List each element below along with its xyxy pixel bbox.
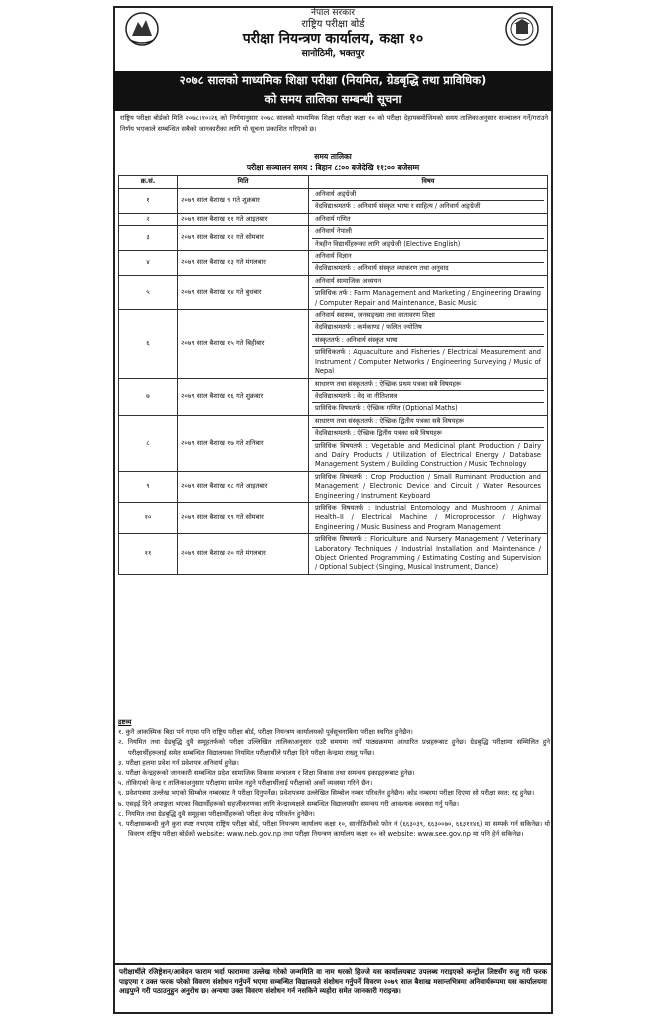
row-subjects (309, 310, 548, 378)
col-date: मिति (178, 176, 309, 189)
letterhead (113, 8, 553, 61)
row-subjects (309, 378, 548, 415)
subject-line: अनिवार्य अङ्ग्रेजी (312, 189, 544, 201)
row-date: २०७९ साल बैशाख १५ गते बिहीबार (178, 310, 309, 378)
row-subjects (309, 534, 548, 575)
row-date: २०७९ साल बैशाख ९ गते शुक्रबार (178, 189, 309, 214)
row-serial: ४ (119, 251, 178, 276)
subject-line: प्राविधिक विषयतर्फ : Vegetable and Medicinal plant Production / Dairy and Dairy Products / Utilization of Electrical Energy / Database Management System / Building Construction / Music Technology (315, 441, 541, 469)
board-name: राष्ट्रिय परीक्षा बोर्ड (301, 19, 365, 30)
subject-line: वेदविद्याश्रमतर्फ : अनिवार्य संस्कृत व्याकरण तथा अनुवाद (315, 264, 449, 273)
row-date: २०७९ साल बैशाख १४ गते बुधबार (178, 275, 309, 309)
note-item: ६. प्रवेशपत्रमा उल्लेख भएको सिम्बोल नम्बरबाट नै परीक्षा दिनुपर्नेछ। प्रवेशपत्रमा उल्लेखित सिम्बोल नम्बर परिवर्तन हुनेछैन। कोड नम्बरमा परीक्षा दिएमा सो परीक्षा स्वत: रद्द हुनेछ। (118, 789, 535, 798)
row-subjects (309, 251, 548, 276)
notice-title-line-1: २०७८ सालको माध्यमिक शिक्षा परीक्षा (नियमित, ग्रेडबृद्धि तथा प्राविधिक) (179, 73, 487, 87)
row-serial: ९ (119, 471, 178, 502)
note-item: २. नियमित तथा ग्रेडबृद्धि दुवै समूहतर्फको परीक्षा उल्लिखित तालिकाअनुसार एउटै समयमा नयाँ पाठ्यक्रममा आधारित प्रश्नहरूबाट हुनेछ। ग्रेडबृद्धि परीक्षामा सम्मिलित हुने परीक्षार्थीहरूलाई समेत सम्बन्धित विद्यालयका नियमित परीक्षार्थीले परीक्षा दिने परीक्षा केन्द्रमा राख्नु पर्नेछ। (118, 738, 550, 757)
subject-line: नेत्रहीन विद्यार्थीहरूका लागि अङ्ग्रेजी (Elective English) (315, 239, 461, 248)
col-serial: क्र.सं. (119, 176, 178, 189)
row-subjects (309, 213, 548, 225)
subject-line: वेदविद्याश्रमतर्फ : ऐच्छिक द्वितीय पत्रका सबै विषयहरू (312, 428, 544, 440)
note-item: ८. नियमित तथा ग्रेडबृद्धि दुवै समूहका परीक्षार्थीहरूको परीक्षा केन्द्र परिवर्तन हुनेछैन। (118, 809, 315, 818)
subject-line: अनिवार्य गणित (315, 214, 351, 223)
timetable-title: समय तालिका (314, 152, 352, 161)
subject-line: प्राविधिक विषयतर्फ : Floriculture and Nursery Management / Veterinary Laboratory Techniques / Industrial Installation and Maintenance / Object Oriented Programming / Estimating Costing and Supervision / Optional Subject (Singing, Musical Instrument, Dance) (315, 535, 541, 572)
table-row (119, 378, 548, 415)
row-date: २०७९ साल बैशाख १७ गते शनिबार (178, 415, 309, 471)
subject-line: अनिवार्य नेपाली (312, 226, 544, 238)
subject-line: साधारण तथा संस्कृततर्फ : ऐच्छिक प्रथम पत्रका सबै विषयहरू (312, 379, 544, 391)
note-item: ४. परीक्षा केन्द्रहरूको जानकारी सम्बन्धित प्रदेश सामाजिक विकास मन्त्रालय र शिक्षा विकास तथा समन्वय इकाइहरूबाट हुनेछ। (118, 769, 415, 778)
row-serial: १० (119, 502, 178, 533)
note-item: ३. परीक्षा हलमा प्रवेश गर्न प्रवेशपत्र अनिवार्य हुनेछ। (118, 758, 239, 767)
table-row (119, 471, 548, 502)
row-serial: ६ (119, 310, 178, 378)
timetable (118, 175, 548, 575)
table-row (119, 213, 548, 225)
table-row (119, 251, 548, 276)
row-serial: १ (119, 189, 178, 214)
row-subjects (309, 415, 548, 471)
notice-title-line-2: को समय तालिका सम्बन्धी सूचना (264, 92, 402, 106)
office-name: परीक्षा नियन्त्रण कार्यालय, कक्षा १० (242, 31, 424, 47)
row-serial: ५ (119, 275, 178, 309)
table-row (119, 275, 548, 309)
subject-line: प्राविधिकतर्फ : Aquaculture and Fisheries / Electrical Measurement and Instrument / Computer Networks / Engineering Surveying / Music of Nepal (315, 348, 541, 376)
row-serial: ७ (119, 378, 178, 415)
note-item: ५. तोकिएको केन्द्र र तालिकाअनुसार परीक्षामा सामेल नहुने परीक्षार्थीलाई परीक्षाको अर्को व्यवस्था गरिने छैन। (118, 779, 373, 788)
notes-section (118, 717, 550, 839)
subject-line: संस्कृततर्फ : अनिवार्य संस्कृत भाषा (312, 335, 544, 347)
row-subjects (309, 189, 548, 214)
notice-title (113, 71, 553, 111)
subject-line: साधारण तथा संस्कृततर्फ : ऐच्छिक द्वितीय पत्रका सबै विषयहरू (312, 416, 544, 428)
row-subjects (309, 226, 548, 251)
table-row (119, 502, 548, 533)
subject-line: प्राविधिक विषयतर्फ : ऐच्छिक गणित (Optional Maths) (315, 404, 458, 413)
government-name: नेपाल सरकार (310, 8, 356, 18)
subject-line: अनिवार्य स्वास्थ्य, जनसङ्ख्या तथा वातावरण शिक्षा (312, 310, 544, 322)
row-date: २०७९ साल बैशाख १९ गते सोमबार (178, 502, 309, 533)
row-subjects (309, 275, 548, 309)
row-date: २०७९ साल बैशाख १३ गते मंगलबार (178, 251, 309, 276)
row-date: २०७९ साल बैशाख २० गते मंगलबार (178, 534, 309, 575)
subject-line: वेदविद्याश्रमतर्फ : अनिवार्य संस्कृत भाषा र साहित्य / अनिवार्य अङ्ग्रेजी (315, 202, 481, 211)
intro-paragraph: राष्ट्रिय परीक्षा बोर्डको मिति २०७८।१०।२६ को निर्णयानुसार २०७८ सालको माध्यमिक शिक्षा परीक्षा कक्षा १० को परीक्षा देहायबमोजिमको समय तालिकाअनुसार सञ्चालन गर्ने/गराउने निर्णय भएकाले सम्बन्धित सबैको जानकारीका लागि यो सूचना प्रकाशित गरिएको छ। (120, 114, 548, 133)
notes-heading: द्रष्टव्य (118, 718, 132, 726)
row-date: २०७९ साल बैशाख १२ गते सोमबार (178, 226, 309, 251)
row-serial: २ (119, 213, 178, 225)
row-subjects (309, 502, 548, 533)
row-subjects (309, 471, 548, 502)
row-date: २०७९ साल बैशाख १८ गते आइतबार (178, 471, 309, 502)
note-item: ७. एसइई दिने अपाङ्गता भएका विद्यार्थीहरूको सहजीकरणका लागि केन्द्राध्यक्षले सम्बन्धित विद्यालयसँग समन्वय गरी आवश्यक व्यवस्था गर्नु पर्नेछ। (118, 799, 459, 808)
subject-line: वेदविद्याश्रमतर्फ : वेद वा नीतिशास्त्र (312, 391, 544, 403)
row-serial: ११ (119, 534, 178, 575)
table-row (119, 226, 548, 251)
table-header-row (119, 176, 548, 189)
table-row (119, 310, 548, 378)
table-row (119, 415, 548, 471)
office-location: सानोठिमी, भक्तपुर (301, 49, 365, 59)
subject-line: वेदविद्याश्रमतर्फ : कर्मकाण्ड / फलित ज्योतिष (312, 322, 544, 334)
exam-time: परीक्षा सञ्चालन समय : बिहान ८:०० बजेदेखि ११:०० बजेसम्म (246, 163, 420, 172)
row-serial: ३ (119, 226, 178, 251)
table-row (119, 189, 548, 214)
bottom-notice: परीक्षार्थीले रजिष्ट्रेशन/आवेदन फाराम भर्दा फाराममा उल्लेख गरेको जन्ममिति वा नाम थरको हिज्जे यस कार्यालयबाट उपलब्ध गराइएको कन्ट्रोल लिष्टसँग रुजु गरी फरक पाइएमा र उक्त फरक परेको विवरण संशोधन गर्नुपर्ने भएमा सम्बन्धित विद्यालयले संशोधन गर्नुपर्ने विवरण २०७९ साल बैशाख मसान्तभित्रमा अनिवार्यरूपमा यस कार्यालयमा आइपुग्ने गरी पठाउनुहुन अनुरोध छ। अन्यथा उक्त विवरण संशोधन गर्न नसकिने व्यहोरा समेत जानकारी गराइन्छ। (113, 963, 553, 1014)
subject-line: अनिवार्य सामाजिक अध्ययन (312, 276, 544, 288)
col-subject: विषय (309, 176, 548, 189)
table-row (119, 534, 548, 575)
row-date: २०७९ साल बैशाख १६ गते शुक्रबार (178, 378, 309, 415)
note-item: १. कुनै आकस्मिक बिदा पर्न गएमा पनि राष्ट्रिय परीक्षा बोर्ड, परीक्षा नियन्त्रण कार्यालयको पूर्वसूचनाबिना परीक्षा स्थगित हुनेछैन। (118, 728, 413, 737)
subject-line: प्राविधिक विषयतर्फ : Crop Production / Small Ruminant Production and Management / Electronic Device and Circuit / Water Resources Engineering / Instrument Keyboard (315, 472, 541, 500)
subject-line: प्राविधिक विषयतर्फ : Industrial Entomology and Mushroom / Animal Health–II / Electrical Machine / Microprocessor / Highway Engineering / Music Business and Program Management (315, 503, 541, 531)
subject-line: अनिवार्य विज्ञान (312, 251, 544, 263)
row-serial: ८ (119, 415, 178, 471)
note-item: ९. परीक्षासम्बन्धी कुनै कुरा स्पष्ट नभएमा राष्ट्रिय परीक्षा बोर्ड, परीक्षा नियन्त्रण कार्यालय कक्षा १०, सानोठिमीको फोन नं (६६३०३९, ६६३००७०, ६६३११४६) मा सम्पर्क गर्न सकिनेछ। यो विवरण राष्ट्रिय परीक्षा बोर्डको website: www.neb.gov.np तथा परीक्षा नियन्त्रण कार्यालय कक्षा १० को website: www.see.gov.np मा पनि हेर्न सकिनेछ। (118, 820, 550, 839)
subject-line: प्राविधिक तर्फ : Farm Management and Marketing / Engineering Drawing / Computer Repair and Maintenance, Basic Music (315, 289, 541, 307)
row-date: २०७९ साल बैशाख ११ गते आइतबार (178, 213, 309, 225)
